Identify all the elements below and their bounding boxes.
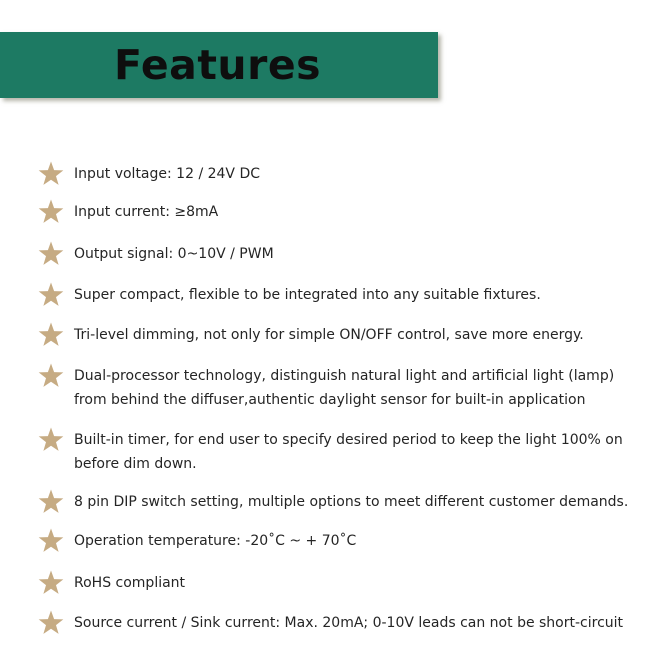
star-icon: [38, 363, 64, 388]
feature-text: Operation temperature: -20˚C ~ + 70˚C: [74, 533, 357, 549]
star-icon: [38, 322, 64, 347]
feature-text: Dual-processor technology, distinguish natural light and artificial light (lamp) from behind the diffuser,authentic daylight sensor for built-in application: [74, 368, 615, 408]
feature-text: Tri-level dimming, not only for simple ON/OFF control, save more energy.: [74, 327, 584, 343]
star-icon: [38, 528, 64, 553]
feature-text: Source current / Sink current: Max. 20mA; 0-10V leads can not be short-circuit: [74, 615, 624, 631]
star-icon: [38, 610, 64, 635]
star-icon: [38, 427, 64, 452]
feature-text: RoHS compliant: [74, 575, 186, 591]
feature-text: Built-in timer, for end user to specify desired period to keep the light 100% on before dim down.: [74, 432, 623, 472]
feature-text: Output signal: 0~10V / PWM: [74, 246, 274, 262]
page-title: Features: [114, 41, 322, 89]
star-icon: [38, 161, 64, 186]
star-icon: [38, 199, 64, 224]
star-icon: [38, 489, 64, 514]
star-icon: [38, 282, 64, 307]
star-icon: [38, 570, 64, 595]
feature-text: Input voltage: 12 / 24V DC: [74, 166, 261, 182]
feature-text: Super compact, flexible to be integrated into any suitable fixtures.: [74, 287, 541, 303]
feature-text: Input current: ≥8mA: [74, 204, 219, 220]
feature-text: 8 pin DIP switch setting, multiple options to meet different customer demands.: [74, 494, 629, 510]
star-icon: [38, 241, 64, 266]
